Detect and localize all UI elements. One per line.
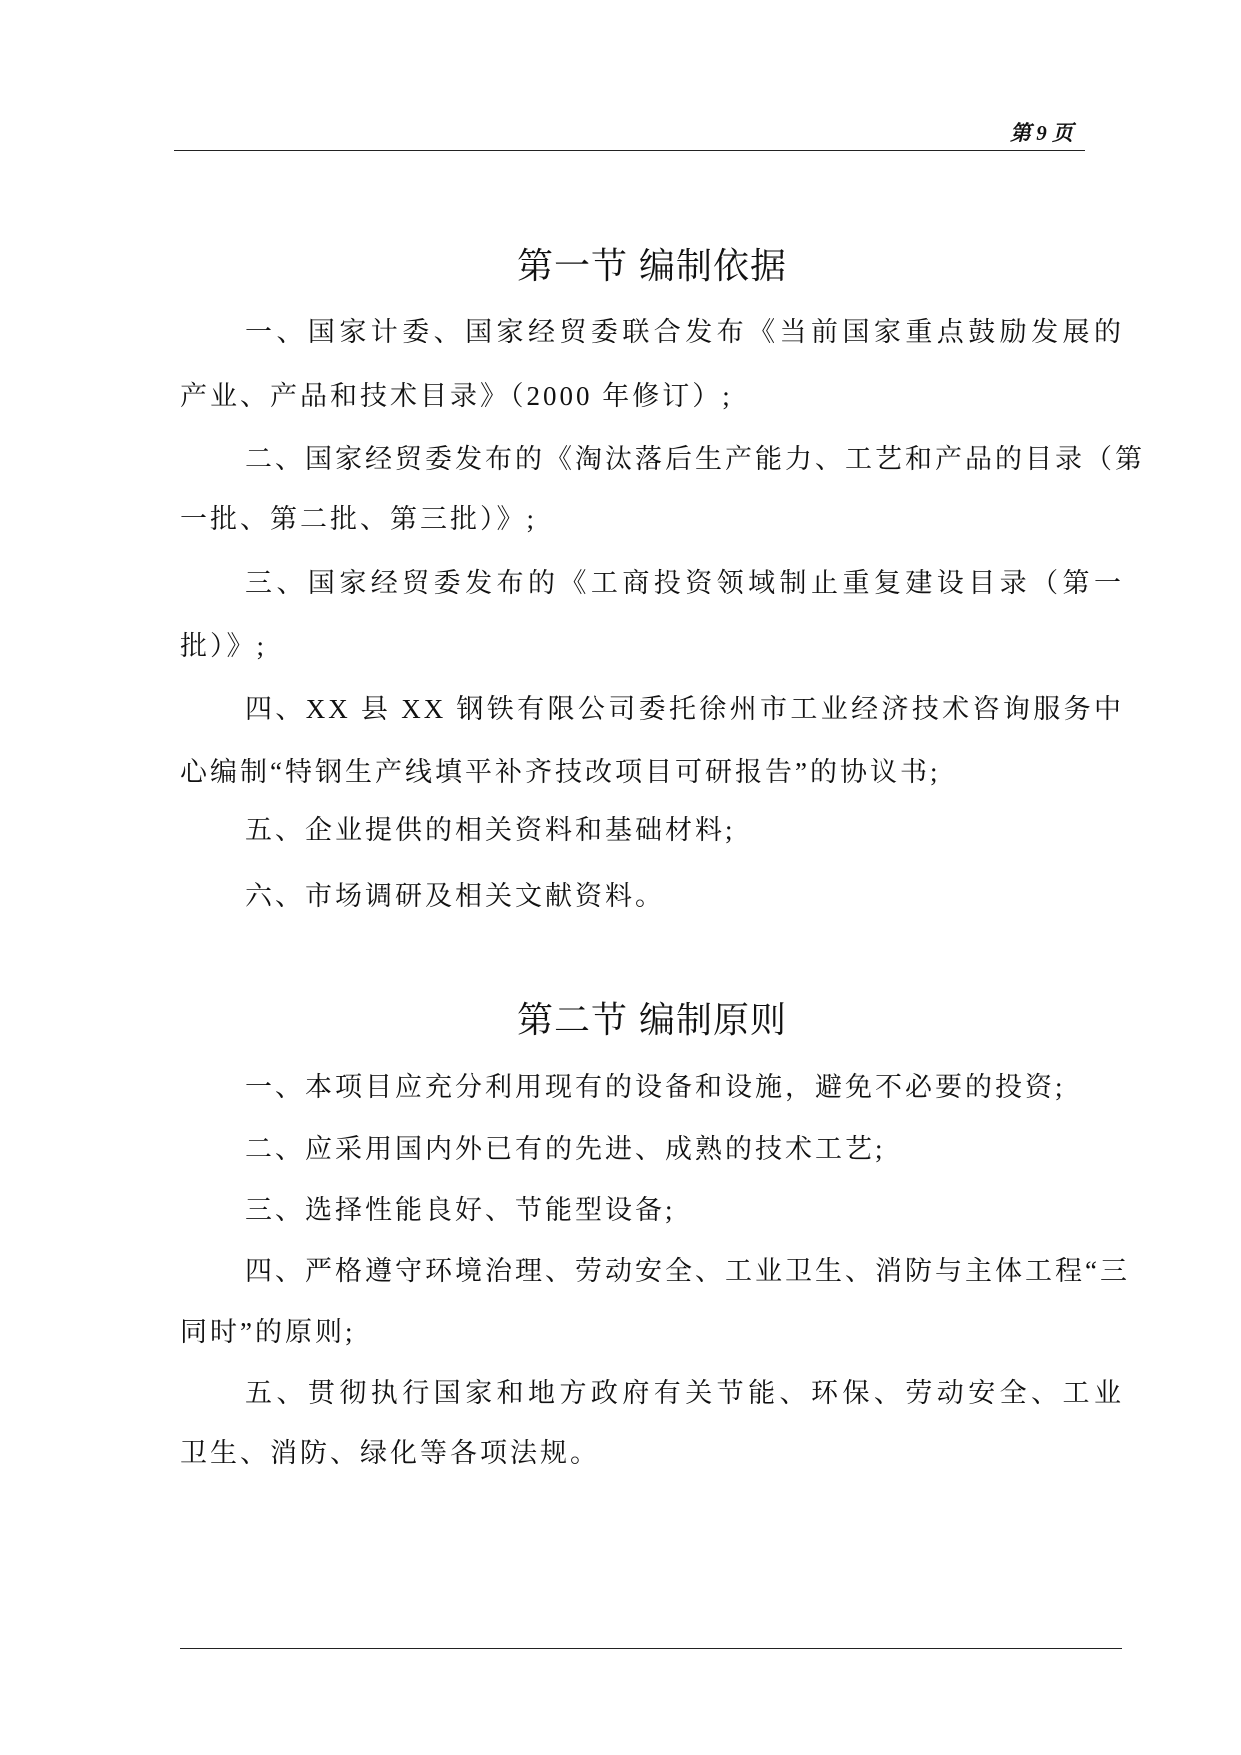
paragraph-line: 一批、第二批、第三批）》; xyxy=(180,504,538,534)
header-rule xyxy=(174,150,1085,151)
paragraph-line: 同时”的原则; xyxy=(180,1317,356,1347)
paragraph-line: 二、国家经贸委发布的《淘汰落后生产能力、工艺和产品的目录（第 xyxy=(245,444,1145,474)
paragraph-line: 二、应采用国内外已有的先进、成熟的技术工艺; xyxy=(245,1134,886,1164)
section-title: 第一节 编制依据 xyxy=(516,245,787,286)
paragraph-line: 一、本项目应充分利用现有的设备和设施，避免不必要的投资; xyxy=(245,1072,1066,1102)
paragraph-line: 五、贯彻执行国家和地方政府有关节能、环保、劳动安全、工业 xyxy=(245,1378,1124,1408)
paragraph-line: 批）》; xyxy=(180,631,268,661)
paragraph-line: 心编制“特钢生产线填平补齐技改项目可研报告”的协议书; xyxy=(180,757,941,787)
section-title: 第二节 编制原则 xyxy=(516,999,787,1040)
paragraph-line: 六、市场调研及相关文献资料。 xyxy=(245,881,665,911)
paragraph-line: 三、国家经贸委发布的《工商投资领域制止重复建设目录（第一 xyxy=(245,568,1124,598)
page-number-label: 第 9 页 xyxy=(1010,121,1073,145)
paragraph-line: 产业、产品和技术目录》（2000 年修订）; xyxy=(180,381,733,411)
paragraph-line: 五、企业提供的相关资料和基础材料; xyxy=(245,815,736,845)
paragraph-line: 卫生、消防、绿化等各项法规。 xyxy=(180,1438,600,1468)
paragraph-line: 三、选择性能良好、节能型设备; xyxy=(245,1195,676,1225)
paragraph-line: 四、XX 县 XX 钢铁有限公司委托徐州市工业经济技术咨询服务中 xyxy=(245,694,1124,724)
paragraph-line: 一、国家计委、国家经贸委联合发布《当前国家重点鼓励发展的 xyxy=(245,317,1124,347)
paragraph-line: 四、严格遵守环境治理、劳动安全、工业卫生、消防与主体工程“三 xyxy=(245,1256,1130,1286)
footer-rule xyxy=(180,1648,1122,1649)
